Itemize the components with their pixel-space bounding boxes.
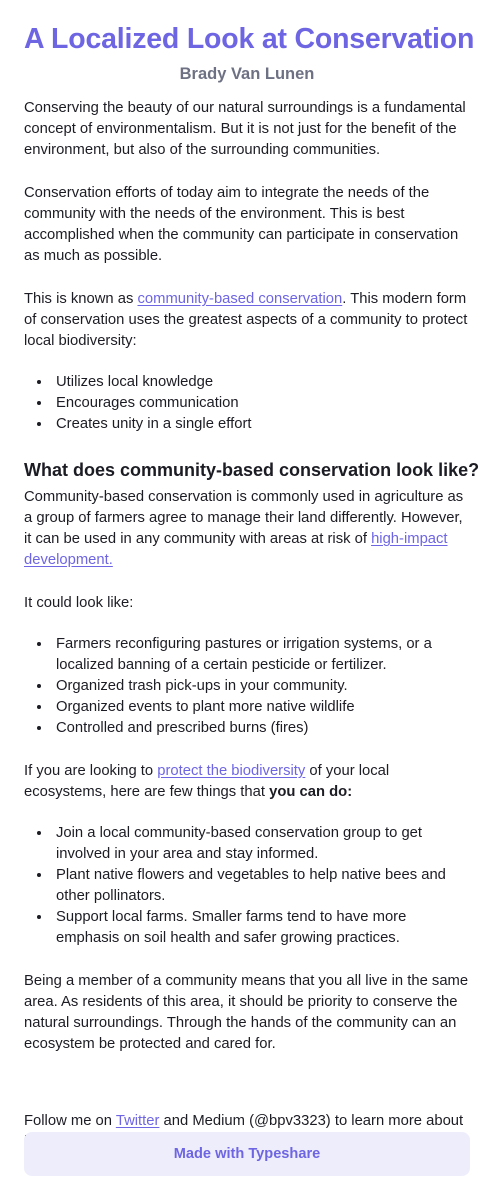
benefits-list [24,372,470,435]
list-item: • Organized trash pick-ups in your community. [52,676,470,697]
paragraph-closing: Being a member of a community means that you all live in the same area. As residents of this area, it should be priority to conserve the natural surroundings. Through the hands of the community can an ecosystem be protected and cared for. [24,973,469,1052]
paragraph-could-look: It could look like: [24,595,134,611]
article-author: Brady Van Lunen [179,65,315,83]
list-item: • Plant native flowers and vegetables to help native bees and other pollinators. [52,865,470,907]
examples-list [24,634,470,739]
list-item: • Creates unity in a single effort [52,414,470,435]
paragraph-agriculture [24,487,470,571]
paragraph-intro-1: Conserving the beauty of our natural surroundings is a fundamental concept of environmentalism. But it is not just for the benefit of the environment, but also of the surrounding communities. [24,100,466,158]
text-segment: of your local ecosystems, here are few things that [24,763,390,800]
list-item: • Controlled and prescribed burns (fires) [52,718,470,739]
text-segment: If you are looking to [24,763,158,779]
text-segment: This is known as [24,291,138,307]
paragraph-intro-2: Conservation efforts of today aim to integrate the needs of the community with the needs of the environment. This is best accomplished when the community can participate in conservation as much as possible. [24,185,459,264]
actions-list [24,823,470,949]
text-segment: Follow me on [24,1113,116,1129]
list-item: • Farmers reconfiguring pastures or irrigation systems, or a localized banning of a certain pesticide or fertilizer. [52,634,470,676]
list-item: • Encourages communication [52,393,470,414]
text-segment: . This modern form of conservation uses the greatest aspects of a community to protect local biodiversity: [24,291,468,349]
list-item: • Organized events to plant more native wildlife [52,697,470,718]
community-based-conservation-link[interactable]: community-based conservation [137,291,343,307]
high-impact-development-link[interactable]: high-impact development. [24,531,448,568]
text-segment: Community-based conservation is commonly used in agriculture as a group of farmers agree to manage their land differently. However, it can be used in any community with areas at risk of [24,489,464,547]
paragraph-you-can-do [24,761,470,803]
made-with-typeshare-button[interactable]: Made with Typeshare [24,1132,470,1176]
twitter-link[interactable]: Twitter [115,1113,160,1129]
section-heading: What does community-based conservation look like? [24,460,480,480]
protect-biodiversity-link[interactable]: protect the biodiversity [157,763,306,779]
article-title: A Localized Look at Conservation [24,23,475,55]
bold-text: you can do: [269,784,353,800]
list-item: • Join a local community-based conservation group to get involved in your area and stay informed. [52,823,470,865]
list-item: • Support local farms. Smaller farms tend to have more emphasis on soil health and safer growing practices. [52,907,470,949]
text-segment: and Medium (@bpv3323) to learn more about [163,1113,464,1129]
list-item: • Utilizes local knowledge [52,372,470,393]
paragraph-known-as [24,289,470,352]
